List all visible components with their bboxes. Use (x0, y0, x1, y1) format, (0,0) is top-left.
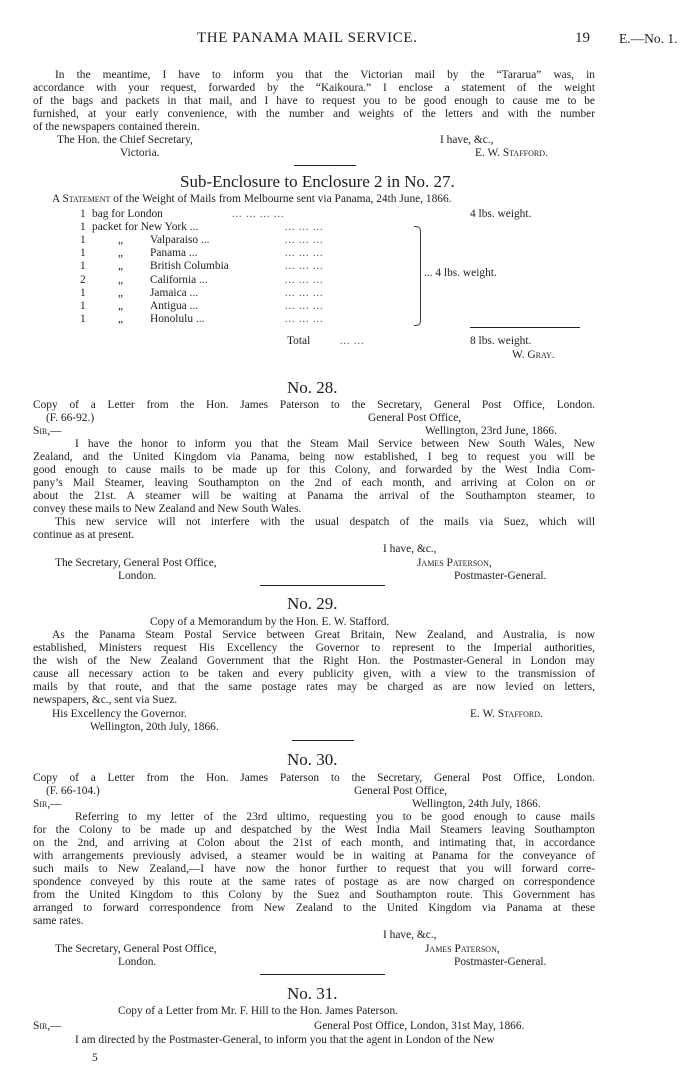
text-line: furnished, at your early convenience, with the number and weights of the letters and with the number (33, 108, 595, 120)
row-count: 1 (80, 260, 86, 273)
salutation: Sir,— (33, 1020, 62, 1032)
total-dots: ... ... (340, 336, 365, 347)
row-ditto: „ (118, 247, 124, 260)
letter-caption: Copy of a Letter from the Hon. James Paterson to the Secretary, General Post Office, London. (33, 772, 595, 784)
row-leader-dots: ... ... ... ... (232, 209, 285, 220)
row-count: 2 (80, 273, 86, 286)
row-ditto: „ (118, 286, 124, 299)
row-leader-dots: ... ... ... (285, 313, 324, 325)
signature-mark: 5 (92, 1052, 98, 1064)
text-line: As the Panama Steam Postal Service between Great Britain, New Zealand, and Australia, is now (52, 629, 595, 641)
total-label: Total (287, 335, 311, 347)
text-line: convey these mails to New Zealand and New South Wales. (33, 503, 302, 515)
section-divider (260, 585, 385, 586)
salutation: Sir,— (33, 425, 62, 437)
text-line: on the 2nd, and arriving at Colon about the 21st of each month, and intimating that, in accordance (33, 837, 595, 849)
row-leader-dots: ... ... ... (285, 261, 324, 273)
closing-phrase: I have, &c., (383, 543, 437, 555)
addressee-line: The Secretary, General Post Office, (55, 557, 217, 569)
row-place: Honolulu ... (150, 312, 205, 325)
grouped-weight: ... 4 lbs. weight. (424, 267, 497, 279)
statement-description: of the Weight of Mails from Melbourne sent via Panama, 24th June, 1866. (113, 193, 452, 205)
row-weight: 4 lbs. weight. (470, 208, 532, 220)
row-place: Panama ... (150, 247, 198, 260)
sender-office: General Post Office, (368, 412, 462, 424)
table-brace (414, 226, 421, 326)
text-line: such mails to New Zealand,—I have now the honor further to request that you will forward corre- (33, 863, 595, 875)
salutation: Sir,— (33, 798, 62, 810)
text-line: continue as at present. (33, 529, 135, 541)
statement-label: A Statement (52, 193, 111, 205)
row-place: California ... (150, 273, 208, 286)
total-weight: 8 lbs. weight. (470, 335, 532, 347)
text-line: pany’s Mail Steamer, leaving Southampton on the 2nd of each month, and arriving at Colon on or (33, 477, 595, 489)
row-count: 1 (80, 312, 86, 325)
row-ditto: „ (118, 312, 124, 325)
text-line: for the Colony to be made up and despatched by the West India Mail Steamers leaving Southampton (33, 824, 595, 836)
letter-office-date: General Post Office, London, 31st May, 1866. (314, 1020, 525, 1032)
total-rule (470, 327, 580, 328)
section-heading: Sub-Enclosure to Enclosure 2 in No. 27. (180, 172, 455, 191)
letter-date: Wellington, 24th July, 1866. (412, 798, 541, 810)
text-line: accordance with your request, forwarded by the “Kaikoura.” I enclose a statement of the weight (33, 82, 595, 94)
signature: E. W. Stafford. (470, 708, 543, 720)
text-line: I am directed by the Postmaster-General, to inform you that the agent in London of the New (75, 1034, 495, 1046)
text-line: This new service will not interfere with the usual despatch of the mails via Suez, which will (55, 516, 595, 528)
closing-phrase: I have, &c., (383, 929, 437, 941)
row-place: packet for New York ... (92, 221, 199, 234)
signatory-title: Postmaster-General. (454, 570, 547, 582)
text-line: spondence conveyed by this route at the same rates of postage as are now charged on correspondence (33, 876, 595, 888)
addressee-place: London. (118, 956, 157, 968)
letter-caption: Copy of a Letter from Mr. F. Hill to the Hon. James Paterson. (118, 1005, 399, 1017)
signature: W. Gray. (512, 349, 555, 361)
row-count: 1 (80, 286, 86, 299)
text-line: of the bags and packets in that mail, and I have to request you to be good enough to cause me to be (33, 95, 595, 107)
page-header-title: THE PANAMA MAIL SERVICE. (197, 30, 418, 46)
text-line: mails by that route, and that the same postage rates may be charged as are now levied on letters, (33, 681, 595, 693)
row-ditto: „ (118, 234, 124, 247)
addressee-line: The Secretary, General Post Office, (55, 943, 217, 955)
text-line: from the United Kingdom to this Colony by the Suez and Southampton route. This Government has (33, 889, 595, 901)
signature: James Paterson, (425, 943, 500, 955)
text-line: with arrangements previously advised, a steamer would be in waiting at Panama for the conveyance of (33, 850, 595, 862)
row-count: 1 (80, 299, 86, 312)
text-line: newspapers, &c., sent via Suez. (33, 694, 178, 706)
signature: James Paterson, (417, 557, 492, 569)
letter-date: Wellington, 23rd June, 1866. (425, 425, 557, 437)
text-line: same rates. (33, 915, 84, 927)
row-ditto: „ (118, 260, 124, 273)
row-leader-dots: ... ... ... (285, 300, 324, 312)
statement-caption (52, 193, 452, 206)
row-place: bag for London (92, 208, 163, 220)
text-line: In the meantime, I have to inform you that the Victorian mail by the “Tararua” was, in (55, 69, 595, 81)
text-line: Zealand, and the United Kingdom via Panama, being now established, I beg to request you will be (33, 451, 595, 463)
text-line: of the newspapers contained therein. (33, 121, 200, 133)
text-line: I have the honor to inform you that the Steam Mail Service between New South Wales, New (75, 438, 595, 450)
text-line: arranged to forward correspondence from New Zealand to the United Kingdom via Panama at these (33, 902, 595, 914)
section-divider (292, 740, 354, 741)
addressee-line: His Excellency the Governor. (52, 708, 187, 720)
row-place: British Columbia (150, 260, 229, 273)
letter-caption: Copy of a Memorandum by the Hon. E. W. Stafford. (150, 616, 390, 628)
section-divider (260, 974, 385, 975)
section-divider (294, 165, 356, 166)
addressee-place: Victoria. (120, 147, 160, 159)
letter-number-heading: No. 31. (287, 984, 338, 1003)
letter-number-heading: No. 30. (287, 750, 338, 769)
row-count: 1 (80, 221, 86, 234)
row-count: 1 (80, 208, 86, 220)
document-reference: E.—No. 1. (619, 31, 678, 46)
text-line: established, Ministers request His Excellency the Governor to represent to the Imperial authorities, (33, 642, 595, 654)
signature: E. W. Stafford. (475, 147, 548, 159)
row-leader-dots: ... ... ... (285, 274, 324, 286)
row-place: Valparaiso ... (150, 234, 210, 247)
row-ditto: „ (118, 273, 124, 286)
row-count: 1 (80, 234, 86, 247)
row-leader-dots: ... ... ... (285, 287, 324, 299)
row-leader-dots: ... ... ... (285, 248, 324, 260)
letter-number-heading: No. 28. (287, 378, 338, 397)
row-leader-dots: ... ... ... (285, 235, 324, 247)
file-reference: (F. 66-104.) (46, 785, 100, 797)
addressee-place: Wellington, 20th July, 1866. (90, 721, 219, 733)
row-ditto: „ (118, 299, 124, 312)
text-line: Referring to my letter of the 23rd ultimo, requesting you to be good enough to cause mails (75, 811, 595, 823)
row-count: 1 (80, 247, 86, 260)
row-leader-dots: ... ... ... (285, 222, 324, 234)
text-line: about the 21st. A steamer will be waiting at Panama the arrival of the Southampton steamer, to (33, 490, 595, 502)
file-reference: (F. 66-92.) (46, 412, 95, 424)
text-line: cause all necessary action to be taken and every publicity given, with a view to the transmission of (33, 668, 595, 680)
row-place: Jamaica ... (150, 286, 199, 299)
addressee-place: London. (118, 570, 157, 582)
addressee-line: The Hon. the Chief Secretary, (57, 134, 193, 146)
closing-phrase: I have, &c., (440, 134, 494, 146)
row-place: Antigua ... (150, 299, 199, 312)
text-line: the wish of the New Zealand Government that the Right Hon. the Postmaster-General in London may (33, 655, 595, 667)
text-line: good enough to cause mails to be made up for this Colony, and forwarded by the West India Com- (33, 464, 595, 476)
page-number: 19 (575, 30, 590, 46)
signatory-title: Postmaster-General. (454, 956, 547, 968)
sender-office: General Post Office, (354, 785, 448, 797)
letter-number-heading: No. 29. (287, 594, 338, 613)
letter-caption: Copy of a Letter from the Hon. James Paterson to the Secretary, General Post Office, London. (33, 399, 595, 411)
